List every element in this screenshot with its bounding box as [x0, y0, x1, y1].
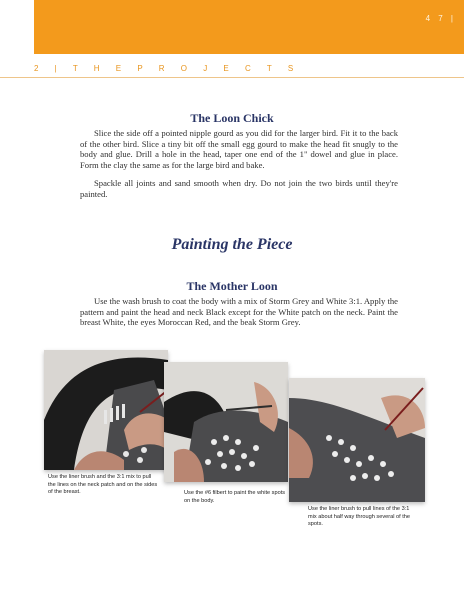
- photo-white-spots-image: [164, 362, 288, 482]
- photo-half-lines-caption: Use the liner brush to pull lines of the 3:1 mix about half way through several of the spots.: [308, 506, 410, 528]
- photo-neck-patch: [44, 350, 168, 470]
- header-band: [34, 0, 464, 54]
- running-head: 2 | T H E P R O J E C T S: [34, 64, 301, 73]
- mother-loon-paragraph: Use the wash brush to coat the body with a mix of Storm Grey and White 3:1. Apply the pattern and paint the head and neck Black except for the White patch on the neck. Paint the breast White, the eyes Moroccan Red, and the beak Storm Grey.: [80, 296, 398, 328]
- photo-neck-patch-image: [44, 350, 168, 470]
- photo-half-lines-image: [289, 378, 425, 502]
- painting-heading: Painting the Piece: [171, 236, 293, 253]
- photo-neck-patch-caption: Use the liner brush and the 3:1 mix to pull the lines on the neck patch and on the sides of the breast.: [48, 474, 158, 496]
- loon-chick-paragraph-2: Spackle all joints and sand smooth when dry. Do not join the two birds until they're painted.: [80, 178, 398, 199]
- mother-loon-heading: The Mother Loon: [186, 279, 278, 293]
- header-divider: [0, 77, 464, 78]
- loon-chick-paragraph-1: Slice the side off a pointed nipple gourd as you did for the larger bird. Fit it to the back of the other bird. Slice a tiny bit off the small egg gourd to make the head fit snugly to the body and glue. Drill a hole in the head, taper one end of the 1" dowel and glue in place. Form the clay the same as for the large bird and bake.: [80, 128, 398, 170]
- photo-white-spots-caption: Use the #6 filbert to paint the white spots on the body.: [184, 490, 286, 504]
- loon-chick-heading: The Loon Chick: [190, 111, 274, 125]
- photo-white-spots: [164, 362, 288, 482]
- page-number: 4 7 |: [425, 14, 456, 23]
- photo-half-lines: [289, 378, 425, 502]
